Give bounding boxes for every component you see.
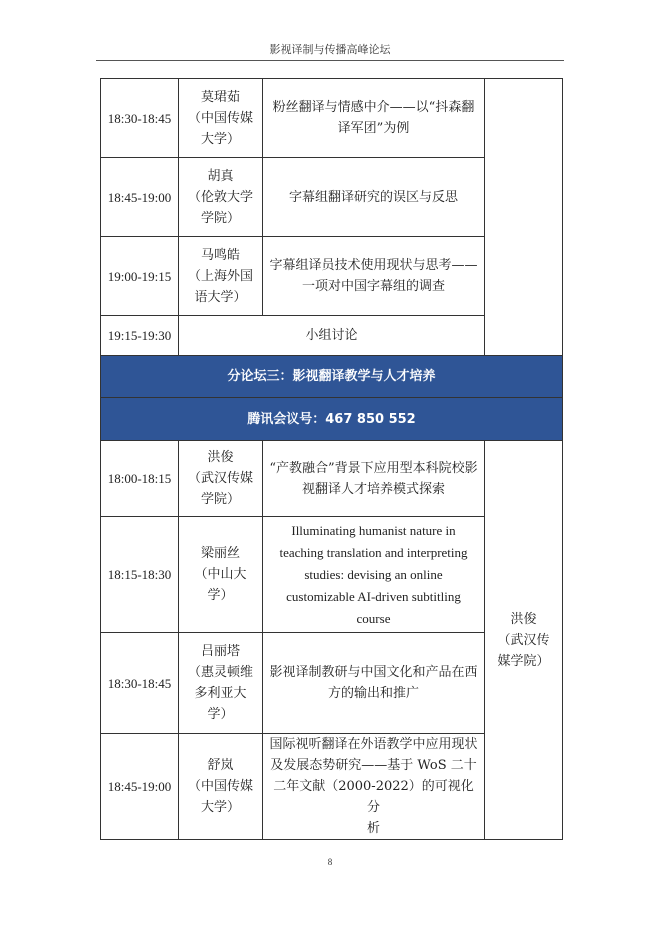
host-cell-blank — [485, 79, 563, 356]
running-header: 影视译制与传播高峰论坛 — [269, 43, 391, 56]
speaker-cell: 洪俊 （武汉传媒 学院） — [179, 441, 263, 517]
meeting-id-band — [101, 398, 563, 441]
page-number: 8 — [327, 857, 333, 867]
meeting-id: 腾讯会议号：467 850 552 — [101, 398, 563, 441]
time-cell: 19:15-19:30 — [101, 316, 179, 356]
forum-title-band — [101, 356, 563, 398]
speaker-cell: 莫珺茹 （中国传媒 大学） — [179, 79, 263, 158]
time-cell: 18:30-18:45 — [101, 79, 179, 158]
topic-cell: 国际视听翻译在外语教学中应用现状 及发展态势研究——基于 WoS 二十 二年文献（2000-2022）的可视化分 析 — [263, 734, 485, 840]
topic-cell: 字幕组翻译研究的误区与反思 — [263, 158, 485, 237]
speaker-cell: 舒岚 （中国传媒 大学） — [179, 734, 263, 840]
topic-cell: 字幕组译员技术使用现状与思考—— 一项对中国字幕组的调查 — [263, 237, 485, 316]
table-row — [101, 441, 563, 517]
speaker-cell: 胡真 （伦敦大学 学院） — [179, 158, 263, 237]
table-row — [101, 79, 563, 158]
topic-cell: Illuminating humanist nature in teaching translation and interpreting studies: devising an online customizable AI-driven subtitling course — [263, 517, 485, 633]
time-cell: 18:30-18:45 — [101, 633, 179, 734]
time-cell: 18:15-18:30 — [101, 517, 179, 633]
speaker-cell: 梁丽丝 （中山大 学） — [179, 517, 263, 633]
speaker-cell: 吕丽塔 （惠灵顿维 多利亚大 学） — [179, 633, 263, 734]
discussion-cell: 小组讨论 — [179, 316, 485, 356]
time-cell: 18:45-19:00 — [101, 734, 179, 840]
forum-title: 分论坛三：影视翻译教学与人才培养 — [101, 356, 563, 398]
topic-cell: “产教融合”背景下应用型本科院校影 视翻译人才培养模式探索 — [263, 441, 485, 517]
schedule-table — [100, 78, 563, 840]
time-cell: 18:45-19:00 — [101, 158, 179, 237]
topic-cell: 粉丝翻译与情感中介——以“抖森翻 译军团”为例 — [263, 79, 485, 158]
speaker-cell: 马鸣皓 （上海外国 语大学） — [179, 237, 263, 316]
host-cell: 洪俊 （武汉传 媒学院） — [485, 441, 563, 840]
topic-cell: 影视译制教研与中国文化和产品在西 方的输出和推广 — [263, 633, 485, 734]
time-cell: 19:00-19:15 — [101, 237, 179, 316]
time-cell: 18:00-18:15 — [101, 441, 179, 517]
header-rule — [96, 60, 564, 61]
